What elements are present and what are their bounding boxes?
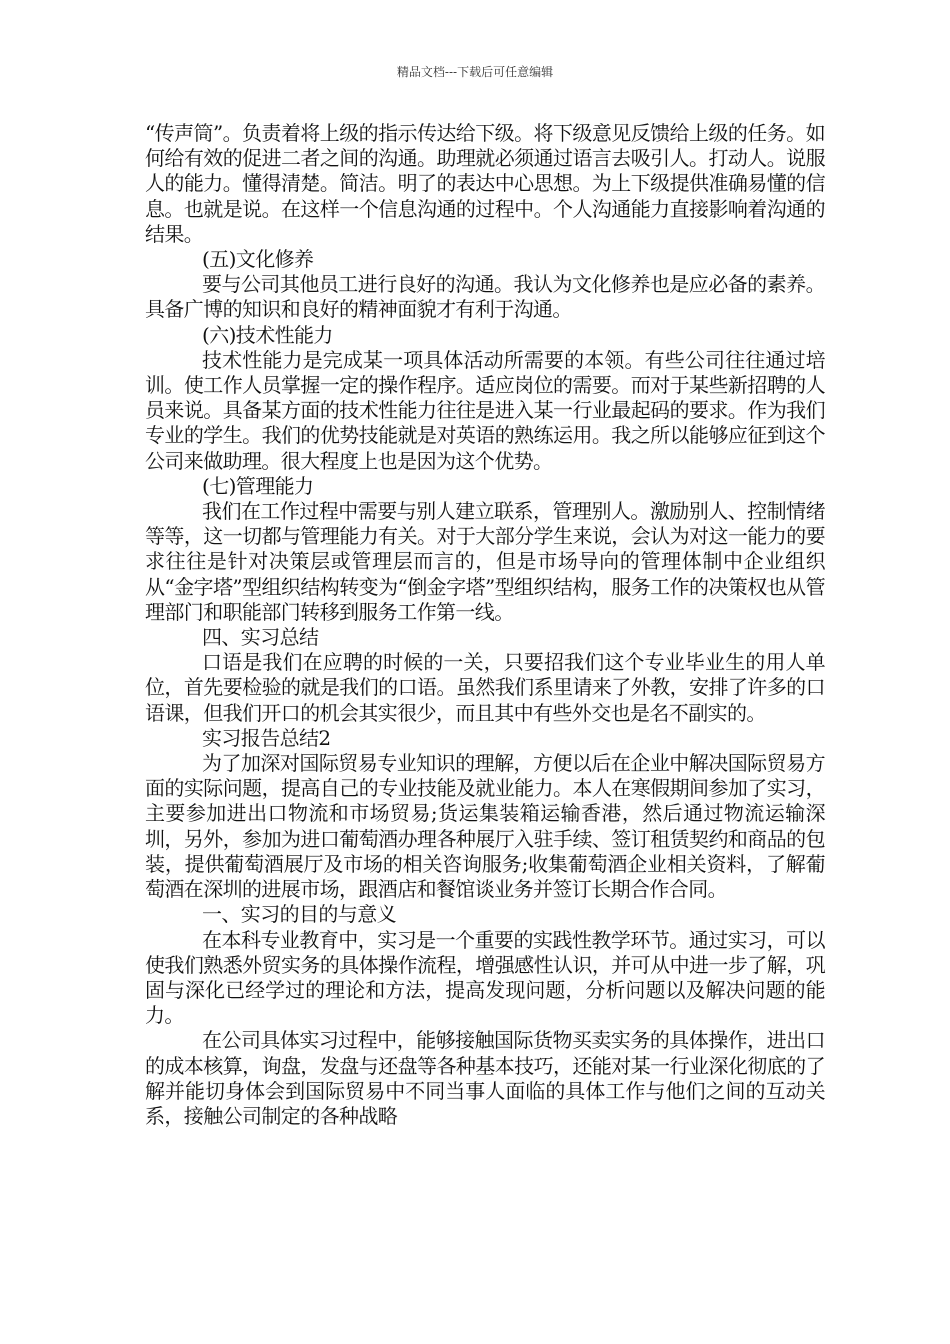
paragraph-continuation: “传声筒”。负责着将上级的指示传达给下级。将下级意见反馈给上级的任务。如何给有效的促进二者之间的沟通。助理就必须通过语言去吸引人。打动人。说服人的能力。懂得清楚。简洁。明了的表达中心思想。为上下级提供准确易懂的信息。也就是说。在这样一个信息沟通的过程中。个人沟通能力直接影响着沟通的结果。 (145, 121, 825, 246)
paragraph-report-intro: 为了加深对国际贸易专业知识的理解，方便以后在企业中解决国际贸易方面的实际问题，提高自己的专业技能及就业能力。本人在寒假期间参加了实习，主要参加进出口物流和市场贸易;货运集装箱运输香港，然后通过物流运输深圳，另外，参加为进口葡萄酒办理各种展厅入驻手续、签订租赁契约和商品的包装，提供葡萄酒展厅及市场的相关咨询服务;收集葡萄酒企业相关资料，了解葡萄酒在深圳的进展市场，跟酒店和餐馆谈业务并签订长期合作合同。 (145, 751, 825, 902)
section-heading-technical: (六)技术性能力 (202, 322, 333, 347)
section-heading-purpose: 一、实习的目的与意义 (202, 902, 396, 927)
document-body (145, 121, 825, 1129)
paragraph-purpose: 在本科专业教育中，实习是一个重要的实践性教学环节。通过实习，可以使我们熟悉外贸实务的具体操作流程，增强感性认识，并可从中进一步了解，巩固与深化已经学过的理论和方法，提高发现问题，分析问题以及解决问题的能力。 (145, 927, 825, 1028)
section-heading-culture: (五)文化修养 (202, 247, 314, 272)
report-title-2: 实习报告总结2 (202, 725, 331, 750)
paragraph-summary: 口语是我们在应聘的时候的一关，只要招我们这个专业毕业生的用人单位，首先要检验的就是我们的口语。虽然我们系里请来了外教，安排了许多的口语课，但我们开口的机会其实很少，而且其中有些外交也是名不副实的。 (145, 650, 825, 725)
paragraph-management: 我们在工作过程中需要与别人建立联系，管理别人。激励别人、控制情绪等等，这一切都与管理能力有关。对于大部分学生来说，会认为对这一能力的要求往往是针对决策层或管理层而言的，但是市场导向的管理体制中企业组织从“金字塔”型组织结构转变为“倒金字塔”型组织结构，服务工作的决策权也从管理部门和职能部门转移到服务工作第一线。 (145, 499, 825, 624)
page-header-watermark: 精品文档---下载后可任意编辑 (396, 65, 554, 79)
paragraph-practice: 在公司具体实习过程中，能够接触国际货物买卖实务的具体操作，进出口的成本核算，询盘，发盘与还盘等各种基本技巧，还能对某一行业深化彻底的了解并能切身体会到国际贸易中不同当事人面临的具体工作与他们之间的互动关系，接触公司制定的各种战略 (145, 1028, 825, 1128)
section-heading-summary: 四、实习总结 (202, 625, 319, 650)
section-heading-management: (七)管理能力 (202, 473, 314, 498)
paragraph-technical: 技术性能力是完成某一项具体活动所需要的本领。有些公司往往通过培训。使工作人员掌握一定的操作程序。适应岗位的需要。而对于某些新招聘的人员来说。具备某方面的技术性能力往往是进入某一行业最起码的要求。作为我们专业的学生。我们的优势技能就是对英语的熟练运用。我之所以能够应征到这个公司来做助理。很大程度上也是因为这个优势。 (145, 347, 825, 473)
paragraph-culture: 要与公司其他员工进行良好的沟通。我认为文化修养也是应必备的素养。具备广博的知识和良好的精神面貌才有利于沟通。 (145, 272, 825, 322)
